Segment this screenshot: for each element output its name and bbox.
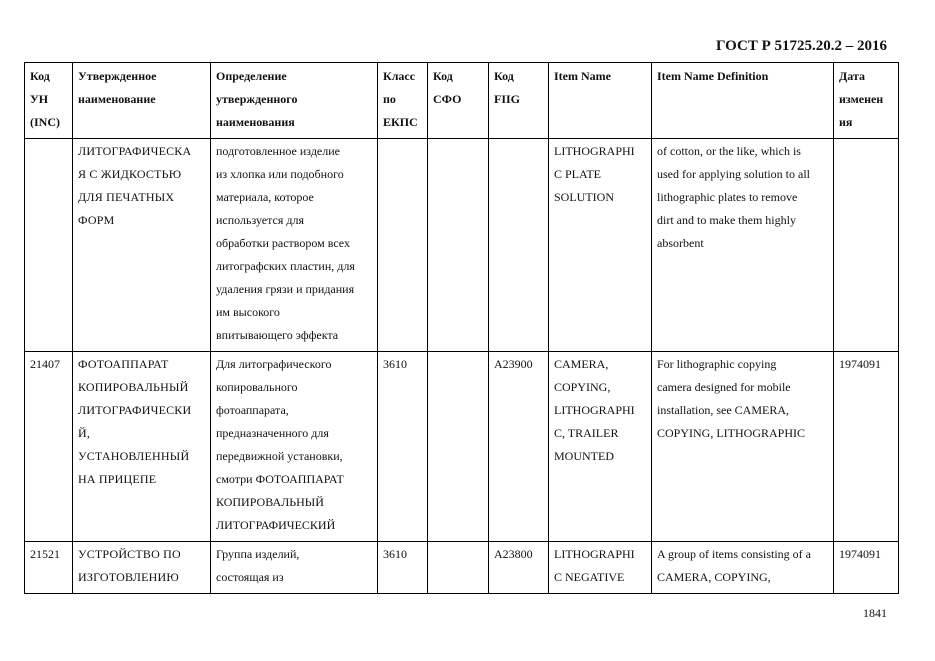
cell-definition: подготовленное изделие из хлопка или подобного материала, которое используется для обработки раствором всех литографских пластин, для удаления грязи и придания им высокого впитывающего эффекта	[211, 139, 378, 352]
column-header-sfo-code: Код СФО	[428, 63, 489, 139]
cell-item-name-definition: A group of items consisting of a CAMERA, COPYING,	[652, 542, 834, 594]
table-header-row	[25, 63, 899, 139]
cell-change-date: 1974091	[834, 352, 899, 542]
cell-item-name: LITHOGRAPHI C PLATE SOLUTION	[549, 139, 652, 352]
cell-approved-name: ФОТОАППАРАТ КОПИРОВАЛЬНЫЙ ЛИТОГРАФИЧЕСКИ Й, УСТАНОВЛЕННЫЙ НА ПРИЦЕПЕ	[73, 352, 211, 542]
cell-sfo-code	[428, 139, 489, 352]
column-header-ekps-class: Класс по ЕКПС	[378, 63, 428, 139]
cell-approved-name: УСТРОЙСТВО ПО ИЗГОТОВЛЕНИЮ	[73, 542, 211, 594]
cell-change-date	[834, 139, 899, 352]
table-row	[25, 542, 899, 594]
cell-ekps-class: 3610	[378, 352, 428, 542]
table-row	[25, 139, 899, 352]
document-standard-header: ГОСТ Р 51725.20.2 – 2016	[715, 38, 887, 54]
cell-approved-name: ЛИТОГРАФИЧЕСКА Я С ЖИДКОСТЬЮ ДЛЯ ПЕЧАТНЫХ ФОРМ	[73, 139, 211, 352]
cell-change-date: 1974091	[834, 542, 899, 594]
cell-item-name: CAMERA, COPYING, LITHOGRAPHI C, TRAILER MOUNTED	[549, 352, 652, 542]
cell-item-name-definition: of cotton, or the like, which is used for applying solution to all lithographic plates to remove dirt and to make them highly absorbent	[652, 139, 834, 352]
cell-sfo-code	[428, 352, 489, 542]
cell-definition: Для литографического копировального фотоаппарата, предназначенного для передвижной установки, смотри ФОТОАППАРАТ КОПИРОВАЛЬНЫЙ ЛИТОГРАФИЧЕСКИЙ	[211, 352, 378, 542]
cell-inc	[25, 139, 73, 352]
column-header-item-name-definition: Item Name Definition	[652, 63, 834, 139]
cell-ekps-class: 3610	[378, 542, 428, 594]
cell-sfo-code	[428, 542, 489, 594]
cell-item-name-definition: For lithographic copying camera designed for mobile installation, see CAMERA, COPYING, LITHOGRAPHIC	[652, 352, 834, 542]
column-header-item-name: Item Name	[549, 63, 652, 139]
cell-definition: Группа изделий, состоящая из	[211, 542, 378, 594]
nomenclature-table	[24, 62, 899, 594]
column-header-fiig-code: Код FIIG	[489, 63, 549, 139]
page-number: 1841	[863, 606, 887, 620]
cell-ekps-class	[378, 139, 428, 352]
cell-inc: 21521	[25, 542, 73, 594]
cell-fiig-code	[489, 139, 549, 352]
column-header-inc: Код УН (INC)	[25, 63, 73, 139]
cell-fiig-code: A23800	[489, 542, 549, 594]
cell-fiig-code: A23900	[489, 352, 549, 542]
table-row	[25, 352, 899, 542]
cell-inc: 21407	[25, 352, 73, 542]
column-header-change-date: Дата изменен ия	[834, 63, 899, 139]
column-header-approved-name: Утвержденное наименование	[73, 63, 211, 139]
column-header-definition: Определение утвержденного наименования	[211, 63, 378, 139]
cell-item-name: LITHOGRAPHI C NEGATIVE	[549, 542, 652, 594]
